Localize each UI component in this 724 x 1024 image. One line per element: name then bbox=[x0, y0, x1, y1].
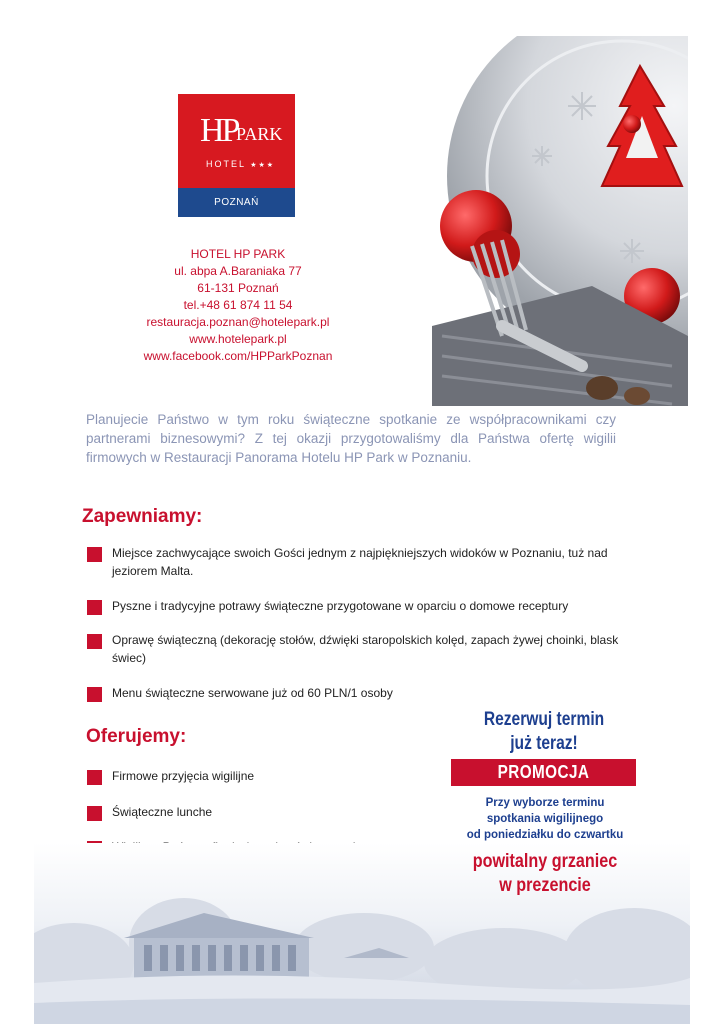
christmas-table-photo bbox=[432, 36, 688, 406]
promo-desc-line2: spotkania wigilijnego bbox=[486, 813, 604, 825]
contact-email[interactable]: restauracja.poznan@hotelepark.pl bbox=[146, 315, 330, 329]
promo-desc-line1: Przy wyborze terminu bbox=[485, 797, 605, 809]
contact-phone: tel.+48 61 874 11 54 bbox=[183, 298, 293, 312]
list-item-text: Oprawę świąteczną (dekorację stołów, dźwięki staropolskich kolęd, zapach żywej choinki, blask świec) bbox=[112, 633, 619, 665]
contact-website[interactable]: www.hotelepark.pl bbox=[189, 332, 287, 346]
hotel-logo bbox=[178, 94, 295, 217]
contact-name: HOTEL HP PARK bbox=[190, 247, 286, 261]
promo-title-line2: już teraz! bbox=[510, 733, 578, 754]
bullet-square-icon bbox=[87, 687, 102, 702]
logo-park-text: PARK bbox=[236, 124, 283, 144]
bullet-square-icon bbox=[87, 806, 102, 821]
list-item-text: Pyszne i tradycyjne potrawy świąteczne przygotowane w oparciu o domowe receptury bbox=[112, 599, 569, 613]
bullet-square-icon bbox=[87, 770, 102, 785]
bullet-square-icon bbox=[87, 600, 102, 615]
contact-facebook[interactable]: www.facebook.com/HPParkPoznan bbox=[143, 349, 333, 363]
intro-paragraph: Planujecie Państwo w tym roku świąteczne spotkanie ze współpracownikami czy partnerami biznesowymi? Z tej okazji przygotowaliśmy dla Państwa ofertę wigilii firmowych w Restauracji Panorama Hotelu HP Park w Poznaniu. bbox=[86, 412, 616, 465]
promo-title-line1: Rezerwuj termin bbox=[483, 709, 605, 730]
contact-street: ul. abpa A.Baraniaka 77 bbox=[174, 264, 302, 278]
logo-hp-text: HP bbox=[200, 112, 238, 149]
promo-gift-line2: w prezencie bbox=[499, 875, 591, 896]
logo-city-band: POZNAŃ bbox=[178, 188, 295, 217]
logo-red-block bbox=[178, 94, 295, 188]
logo-hotel-text: HOTEL ★★★ bbox=[206, 159, 276, 169]
contact-block bbox=[110, 246, 366, 365]
guarantee-heading: Zapewniamy: bbox=[82, 506, 203, 527]
list-item-text: Menu świąteczne serwowane już od 60 PLN/1 osoby bbox=[112, 686, 393, 700]
promo-gift-line1: powitalny grzaniec bbox=[472, 851, 618, 872]
promo-desc-line3: od poniedziałku do czwartku bbox=[466, 829, 624, 841]
promo-description bbox=[440, 795, 650, 843]
bullet-square-icon bbox=[87, 634, 102, 649]
list-item-text: Firmowe przyjęcia wigilijne bbox=[112, 769, 255, 783]
list-item-text: Świąteczne lunche bbox=[112, 805, 213, 819]
contact-postal: 61-131 Poznań bbox=[197, 281, 279, 295]
promo-title bbox=[470, 708, 618, 756]
promo-gift bbox=[456, 850, 635, 898]
offer-heading: Oferujemy: bbox=[86, 726, 187, 747]
promo-band-label: PROMOCJA bbox=[497, 762, 590, 782]
bullet-square-icon bbox=[87, 547, 102, 562]
list-item-text: Miejsce zachwycające swoich Gości jednym z najpiękniejszych widoków w Poznaniu, tuż nad jeziorem Malta. bbox=[112, 546, 608, 578]
promo-band bbox=[451, 759, 636, 786]
